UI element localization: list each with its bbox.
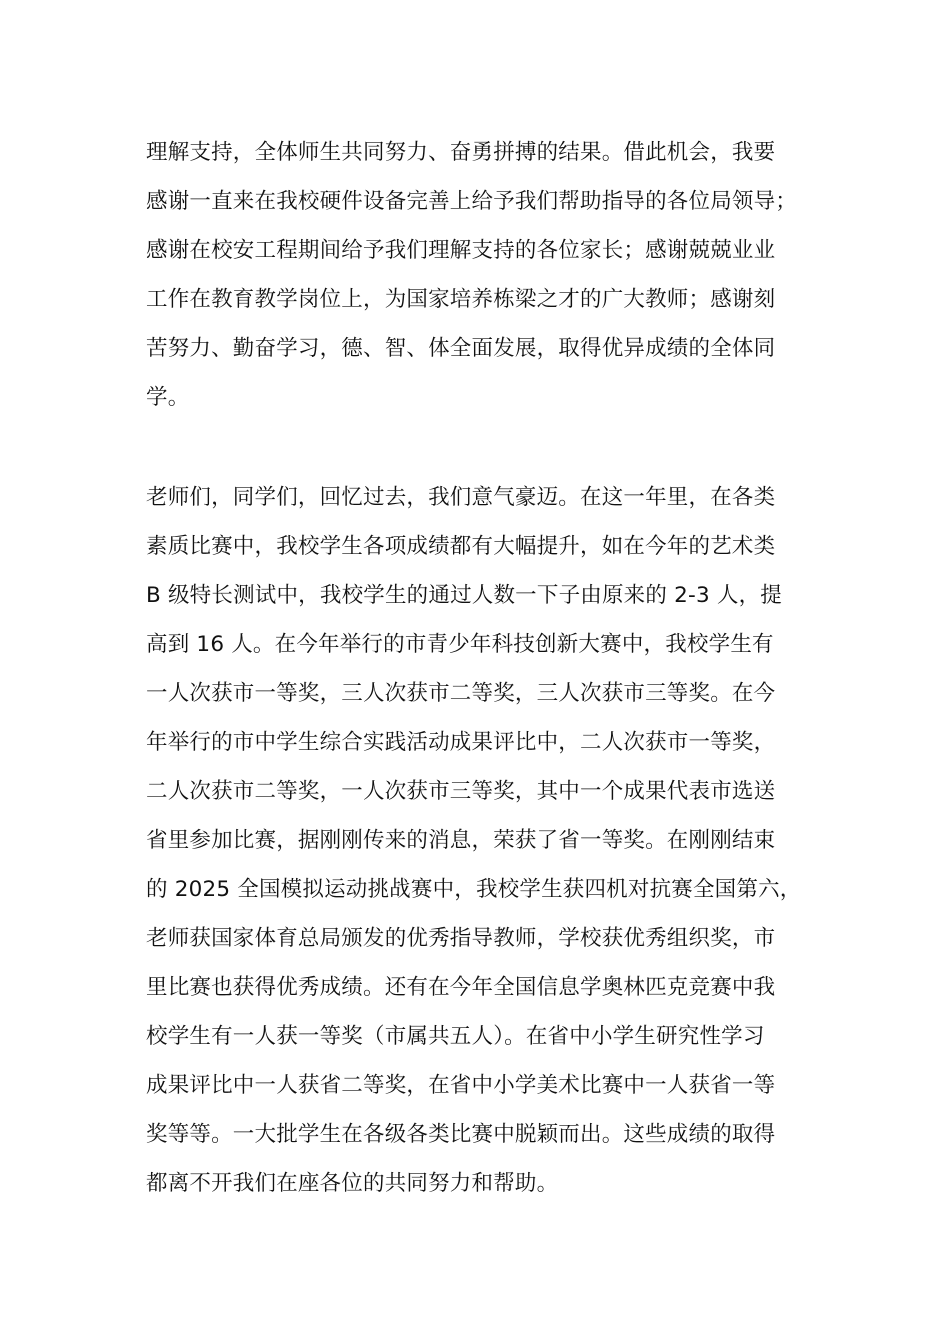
text-line: 感谢一直来在我校硬件设备完善上给予我们帮助指导的各位局领导； [146,189,798,214]
text-line: B 级特长测试中，我校学生的通过人数一下子由原来的 2-3 人，提 [146,583,782,608]
text-line: 工作在教育教学岗位上，为国家培养栋梁之才的广大教师；感谢刻 [146,287,776,312]
text-line: 成果评比中一人获省二等奖，在省中小学美术比赛中一人获省一等 [146,1073,776,1098]
paragraph-thanks [146,128,836,422]
text-line: 奖等等。一大批学生在各级各类比赛中脱颖而出。这些成绩的取得 [146,1122,776,1147]
text-line: 高到 16 人。在今年举行的市青少年科技创新大赛中，我校学生有 [146,632,774,657]
text-line: 里比赛也获得优秀成绩。还有在今年全国信息学奥林匹克竞赛中我 [146,975,776,1000]
text-line: 二人次获市二等奖，一人次获市三等奖，其中一个成果代表市选送 [146,779,776,804]
text-line: 苦努力、勤奋学习，德、智、体全面发展，取得优异成绩的全体同 [146,336,776,361]
paragraph-achievements [146,473,836,1208]
text-line: 校学生有一人获一等奖（市属共五人）。在省中小学生研究性学习 [146,1024,765,1049]
text-line: 学。 [146,385,190,410]
text-line: 的 2025 全国模拟运动挑战赛中，我校学生获四机对抗赛全国第六， [146,877,802,902]
text-line: 老师们，同学们，回忆过去，我们意气豪迈。在这一年里，在各类 [146,485,776,510]
text-line: 感谢在校安工程期间给予我们理解支持的各位家长；感谢兢兢业业 [146,238,776,263]
text-line: 省里参加比赛，据刚刚传来的消息，荣获了省一等奖。在刚刚结束 [146,828,776,853]
text-line: 一人次获市一等奖，三人次获市二等奖，三人次获市三等奖。在今 [146,681,776,706]
text-line: 年举行的市中学生综合实践活动成果评比中，二人次获市一等奖， [146,730,776,755]
text-line: 都离不开我们在座各位的共同努力和帮助。 [146,1171,559,1196]
text-line: 理解支持，全体师生共同努力、奋勇拼搏的结果。借此机会，我要 [146,140,776,165]
text-line: 素质比赛中，我校学生各项成绩都有大幅提升，如在今年的艺术类 [146,534,776,559]
text-line: 老师获国家体育总局颁发的优秀指导教师，学校获优秀组织奖，市 [146,926,776,951]
